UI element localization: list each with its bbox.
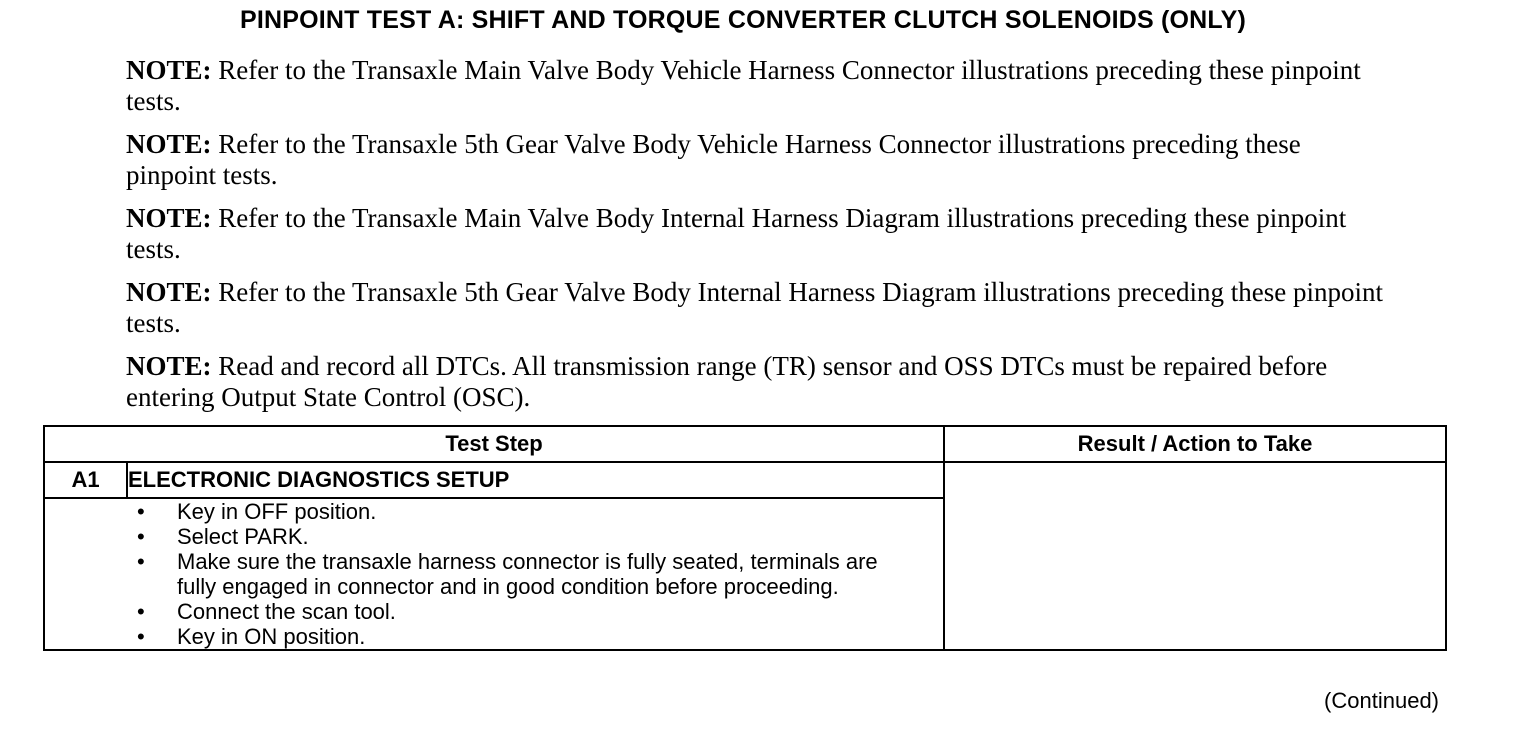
instruction-list	[45, 499, 943, 649]
pinpoint-test-table	[43, 425, 1447, 651]
note-label: NOTE:	[126, 129, 212, 159]
item-text: Make sure the transaxle harness connector is fully seated, terminals are fully engaged in connector and in good condition before proceeding.	[177, 549, 878, 599]
page-title: PINPOINT TEST A: SHIFT AND TORQUE CONVERTER CLUTCH SOLENOIDS (ONLY)	[239, 6, 1247, 34]
result-cell	[944, 462, 1446, 650]
note-label: NOTE:	[126, 55, 212, 85]
note-label: NOTE:	[126, 277, 212, 307]
note-text: Refer to the Transaxle Main Valve Body Internal Harness Diagram illustrations preceding these pinpoint tests.	[126, 203, 1347, 264]
list-item	[137, 599, 917, 624]
item-text: Select PARK.	[177, 524, 309, 549]
bullet-icon: •	[137, 599, 145, 624]
note-text: Read and record all DTCs. All transmission range (TR) sensor and OSS DTCs must be repaired before entering Output State Control (OSC).	[126, 351, 1328, 412]
list-item	[137, 524, 917, 549]
table-row	[44, 462, 1446, 498]
note-3	[126, 203, 1386, 265]
note-text: Refer to the Transaxle 5th Gear Valve Body Vehicle Harness Connector illustrations preceding these pinpoint tests.	[126, 129, 1301, 190]
header-test-step: Test Step	[44, 426, 944, 462]
note-2	[126, 129, 1386, 191]
item-text: Key in OFF position.	[177, 499, 377, 524]
note-text: Refer to the Transaxle Main Valve Body Vehicle Harness Connector illustrations preceding these pinpoint tests.	[126, 55, 1361, 116]
step-instructions	[44, 498, 944, 650]
list-item	[137, 549, 917, 599]
bullet-icon: •	[137, 549, 145, 574]
continued-label: (Continued)	[1324, 688, 1439, 713]
step-title: ELECTRONIC DIAGNOSTICS SETUP	[127, 462, 944, 498]
note-label: NOTE:	[126, 351, 212, 381]
note-5	[126, 351, 1386, 413]
note-4	[126, 277, 1386, 339]
step-id: A1	[44, 462, 127, 498]
note-text: Refer to the Transaxle 5th Gear Valve Body Internal Harness Diagram illustrations preceding these pinpoint tests.	[126, 277, 1383, 338]
note-label: NOTE:	[126, 203, 212, 233]
item-text: Connect the scan tool.	[177, 599, 396, 624]
table-header-row	[44, 426, 1446, 462]
bullet-icon: •	[137, 624, 145, 649]
notes-section	[126, 55, 1386, 425]
list-item	[137, 499, 917, 524]
list-item	[137, 624, 917, 649]
bullet-icon: •	[137, 524, 145, 549]
item-text: Key in ON position.	[177, 624, 366, 649]
note-1	[126, 55, 1386, 117]
bullet-icon: •	[137, 499, 145, 524]
header-result-action: Result / Action to Take	[944, 426, 1446, 462]
